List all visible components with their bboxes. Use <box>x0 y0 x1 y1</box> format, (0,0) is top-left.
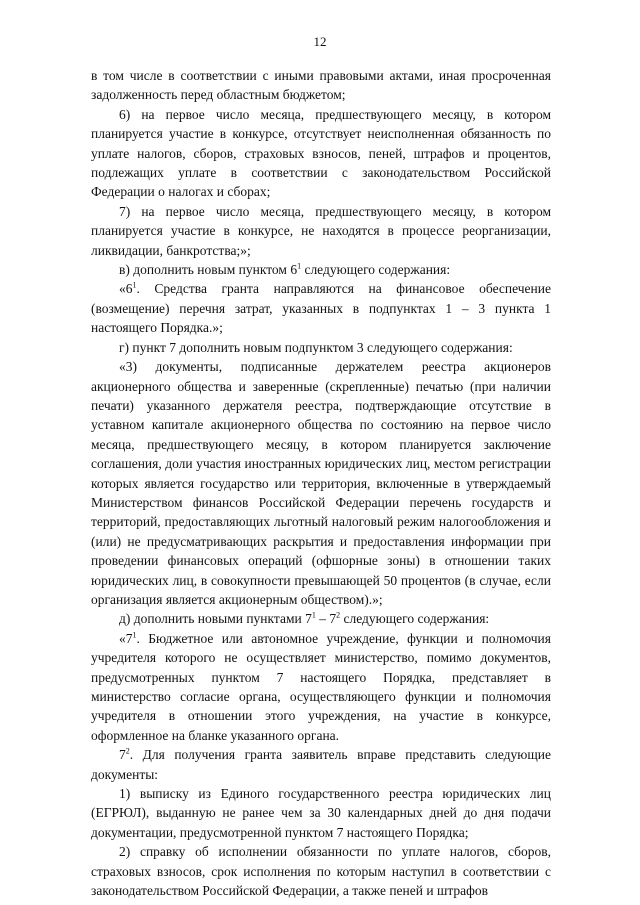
paragraph <box>91 279 551 337</box>
paragraph-text: . Бюджетное или автономное учреждение, функции и полномочия учредителя которого не осуществляет министерство, помимо документов, предусмотренных пунктом 7 настоящего Порядка, представляет в министерство согласие органа, осуществляющего функции и полномочия учредителя в отношении этого учреждения, на участие в конкурсе, оформленное на бланке указанного органа. <box>91 630 551 743</box>
paragraph-text: следующего содержания: <box>301 262 451 278</box>
paragraph: 2) справку об исполнении обязанности по уплате налогов, сборов, страховых взносов, срок исполнения по которым наступил в соответствии с законодательством Российской Федерации, а также пеней и штрафов <box>91 844 551 899</box>
paragraph: 1) выписку из Единого государственного реестра юридических лиц (ЕГРЮЛ), выданную не ранее чем за 30 календарных дней до дня подачи документации, предусмотренной пунктом 7 настоящего Порядка; <box>91 786 551 840</box>
paragraph-text: . Для получения гранта заявитель вправе представить следующие документы: <box>91 747 551 782</box>
superscript: 1 <box>132 630 137 640</box>
paragraph-text: следующего содержания: <box>340 611 490 627</box>
paragraph: в том числе в соответствии с иными правовыми актами, иная просроченная задолженность перед областным бюджетом; <box>91 68 551 103</box>
paragraph-text: в) дополнить новым пунктом 6 <box>119 262 298 278</box>
paragraph: г) пункт 7 дополнить новым подпунктом 3 следующего содержания: <box>119 339 513 355</box>
paragraph <box>91 260 551 279</box>
body-text <box>91 66 551 900</box>
page-number: 12 <box>313 34 327 49</box>
paragraph: «3) документы, подписанные держателем реестра акционеров акционерного общества и заверенные (скрепленные) печатью (при наличии печати) указанного держателя реестра, подтверждающие отсутствие в уставном капитале акционерного общества по состоянию на первое число месяца, предшествующего месяцу, в котором планируется заключение соглашения, доли участия иностранных юридических лиц, местом регистрации которых является государство или территория, включенные в утверждаемый Министерством финансов Российской Федерации перечень государств и территорий, предоставляющих льготный налоговый режим налогообложения и (или) не предусматривающих раскрытия и предоставления информации при проведении финансовых операций (офшорные зоны) в отношении таких юридических лиц, в совокупности превышающей 50 процентов (в случае, если организация является акционерным обществом).»; <box>91 359 551 607</box>
superscript: 2 <box>125 746 130 756</box>
superscript: 1 <box>311 610 316 620</box>
paragraph-text: «7 <box>119 630 133 646</box>
superscript: 1 <box>297 261 302 271</box>
paragraph: 6) на первое число месяца, предшествующего месяцу, в котором планируется участие в конкурсе, отсутствует неисполненная обязанность по уплате налогов, сборов, страховых взносов, пеней, штрафов и процентов, подлежащих уплате в соответствии с законодательством Российской Федерации о налогах и сборах; <box>91 106 551 200</box>
paragraph-text: «6 <box>119 281 133 297</box>
paragraph-text: 7 <box>119 747 126 763</box>
paragraph-text: – 7 <box>315 611 337 627</box>
superscript: 2 <box>336 610 341 620</box>
paragraph-text: д) дополнить новыми пунктами 7 <box>119 611 312 627</box>
superscript: 1 <box>132 280 137 290</box>
paragraph <box>91 745 551 784</box>
paragraph <box>91 629 551 745</box>
paragraph-text: . Средства гранта направляются на финансовое обеспечение (возмещение) перечня затрат, указанных в подпунктах 1 – 3 пункта 1 настоящего Порядка.»; <box>91 281 551 336</box>
paragraph <box>91 609 551 628</box>
paragraph: 7) на первое число месяца, предшествующего месяцу, в котором планируется участие в конкурсе, не находятся в процессе реорганизации, ликвидации, банкротства;»; <box>91 203 551 258</box>
